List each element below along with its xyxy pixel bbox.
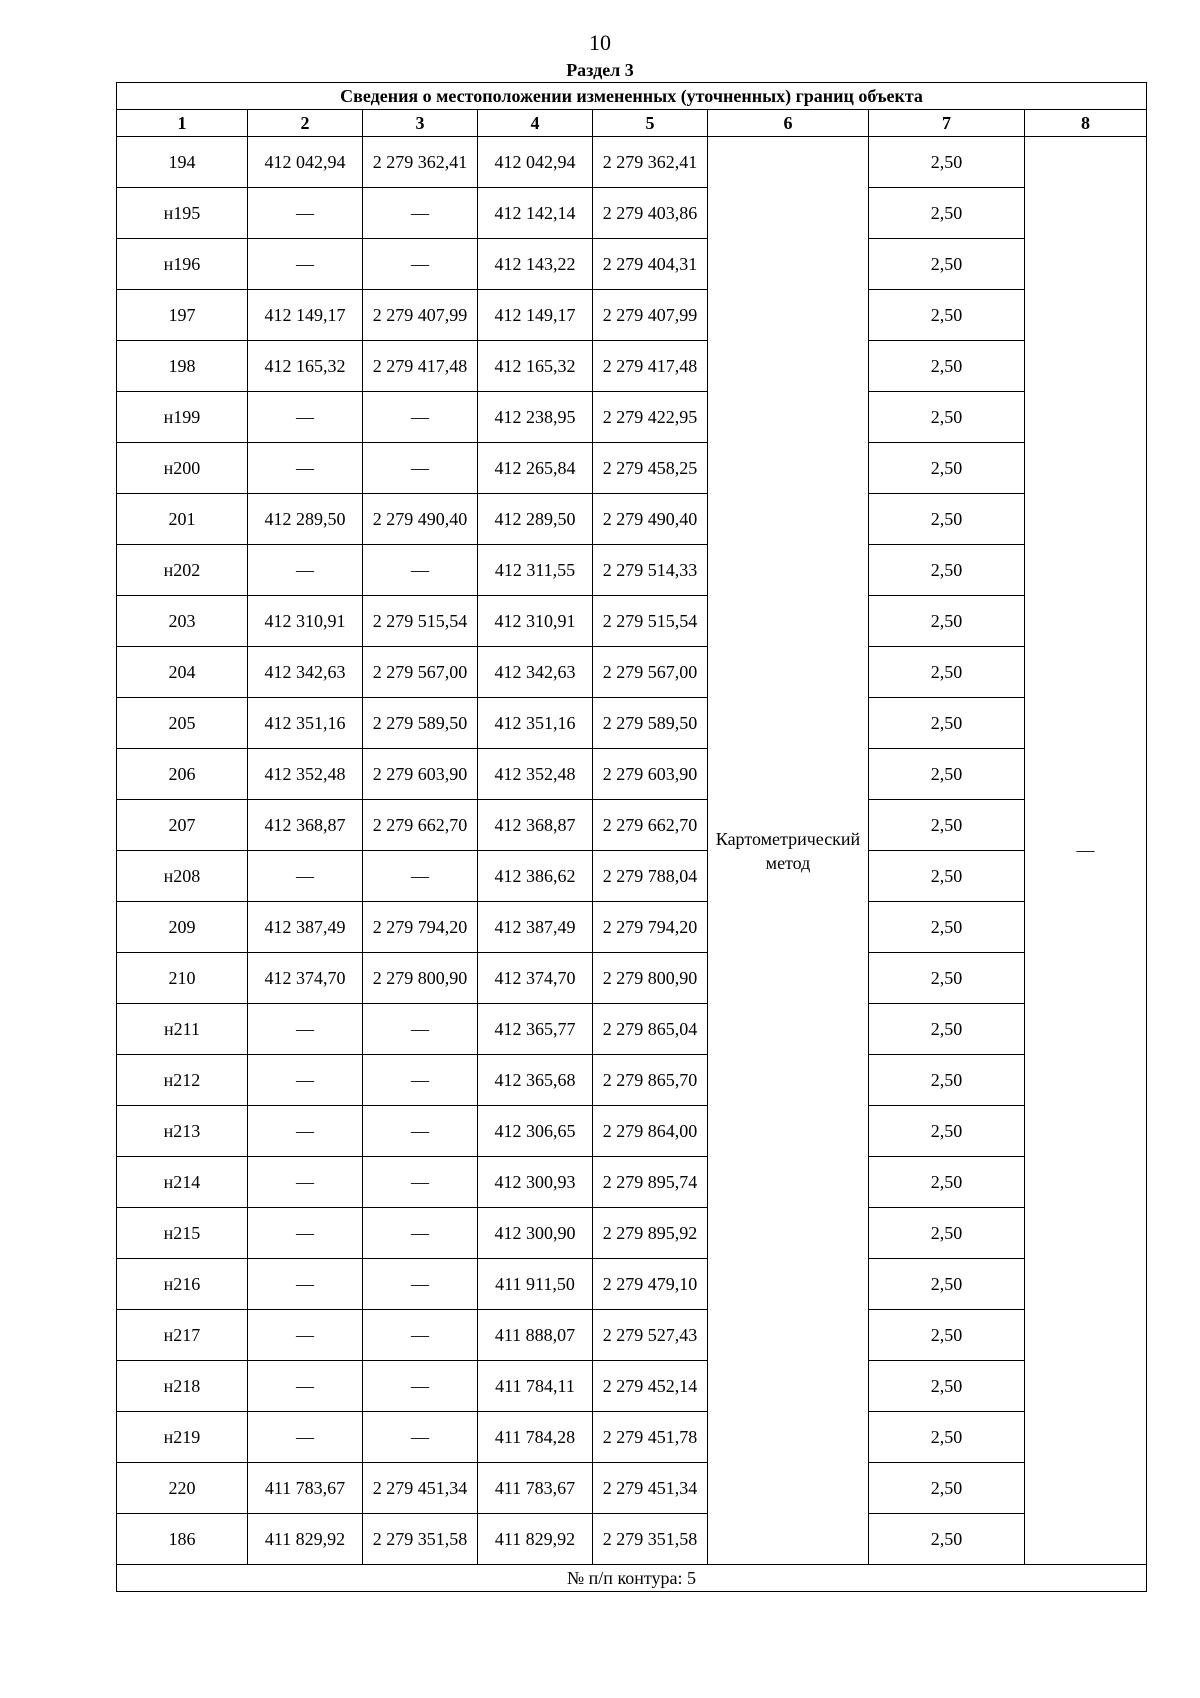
accuracy-cell: 2,50 [869, 1106, 1025, 1157]
existing-y-cell: — [363, 1412, 478, 1463]
new-x-cell: 411 888,07 [478, 1310, 593, 1361]
accuracy-cell: 2,50 [869, 647, 1025, 698]
table-row [117, 1361, 1147, 1412]
accuracy-cell: 2,50 [869, 392, 1025, 443]
accuracy-cell: 2,50 [869, 1055, 1025, 1106]
existing-y-cell: 2 279 490,40 [363, 494, 478, 545]
existing-x-cell: 412 368,87 [248, 800, 363, 851]
existing-x-cell: 412 149,17 [248, 290, 363, 341]
table-row [117, 341, 1147, 392]
table-row [117, 1055, 1147, 1106]
new-x-cell: 412 306,65 [478, 1106, 593, 1157]
new-y-cell: 2 279 422,95 [593, 392, 708, 443]
table-body [117, 137, 1147, 1565]
new-x-cell: 412 310,91 [478, 596, 593, 647]
existing-x-cell: — [248, 851, 363, 902]
table-row [117, 596, 1147, 647]
point-number-cell: н199 [117, 392, 248, 443]
accuracy-cell: 2,50 [869, 1463, 1025, 1514]
new-x-cell: 412 342,63 [478, 647, 593, 698]
table-row [117, 1412, 1147, 1463]
point-number-cell: н219 [117, 1412, 248, 1463]
table-row [117, 1157, 1147, 1208]
existing-x-cell: — [248, 1412, 363, 1463]
new-y-cell: 2 279 417,48 [593, 341, 708, 392]
point-number-cell: 206 [117, 749, 248, 800]
new-x-cell: 412 149,17 [478, 290, 593, 341]
new-x-cell: 412 143,22 [478, 239, 593, 290]
table-row [117, 800, 1147, 851]
table-row [117, 290, 1147, 341]
accuracy-cell: 2,50 [869, 1361, 1025, 1412]
column-header: 1 [117, 110, 248, 137]
contour-number-footer: № п/п контура: 5 [117, 1565, 1147, 1592]
existing-y-cell: — [363, 1208, 478, 1259]
existing-y-cell: — [363, 392, 478, 443]
accuracy-cell: 2,50 [869, 545, 1025, 596]
existing-x-cell: — [248, 443, 363, 494]
point-number-cell: н213 [117, 1106, 248, 1157]
accuracy-cell: 2,50 [869, 698, 1025, 749]
existing-x-cell: — [248, 1310, 363, 1361]
accuracy-cell: 2,50 [869, 749, 1025, 800]
new-x-cell: 412 165,32 [478, 341, 593, 392]
point-number-cell: 203 [117, 596, 248, 647]
point-number-cell: н214 [117, 1157, 248, 1208]
table-row [117, 902, 1147, 953]
point-number-cell: 201 [117, 494, 248, 545]
new-y-cell: 2 279 490,40 [593, 494, 708, 545]
new-y-cell: 2 279 362,41 [593, 137, 708, 188]
existing-y-cell: — [363, 545, 478, 596]
new-x-cell: 411 784,28 [478, 1412, 593, 1463]
new-x-cell: 411 829,92 [478, 1514, 593, 1565]
existing-y-cell: 2 279 800,90 [363, 953, 478, 1004]
existing-y-cell: 2 279 567,00 [363, 647, 478, 698]
existing-y-cell: 2 279 407,99 [363, 290, 478, 341]
new-y-cell: 2 279 458,25 [593, 443, 708, 494]
new-x-cell: 412 289,50 [478, 494, 593, 545]
new-y-cell: 2 279 351,58 [593, 1514, 708, 1565]
section-title: Раздел 3 [566, 60, 634, 80]
new-y-cell: 2 279 603,90 [593, 749, 708, 800]
new-x-cell: 411 783,67 [478, 1463, 593, 1514]
existing-y-cell: — [363, 851, 478, 902]
accuracy-cell: 2,50 [869, 1310, 1025, 1361]
existing-x-cell: — [248, 1106, 363, 1157]
existing-x-cell: 412 165,32 [248, 341, 363, 392]
table-caption: Сведения о местоположении измененных (уточненных) границ объекта [117, 83, 1147, 110]
table-row [117, 1106, 1147, 1157]
table-row [117, 545, 1147, 596]
existing-x-cell: — [248, 1157, 363, 1208]
existing-x-cell: — [248, 392, 363, 443]
table-row [117, 953, 1147, 1004]
new-y-cell: 2 279 451,34 [593, 1463, 708, 1514]
existing-x-cell: — [248, 1259, 363, 1310]
existing-y-cell: 2 279 589,50 [363, 698, 478, 749]
description-cell: — [1025, 137, 1147, 1565]
point-number-cell: 197 [117, 290, 248, 341]
new-x-cell: 411 911,50 [478, 1259, 593, 1310]
existing-x-cell: — [248, 1055, 363, 1106]
new-x-cell: 412 265,84 [478, 443, 593, 494]
new-y-cell: 2 279 794,20 [593, 902, 708, 953]
new-y-cell: 2 279 515,54 [593, 596, 708, 647]
new-y-cell: 2 279 527,43 [593, 1310, 708, 1361]
table-row [117, 239, 1147, 290]
point-number-cell: н215 [117, 1208, 248, 1259]
point-number-cell: н195 [117, 188, 248, 239]
existing-y-cell: 2 279 451,34 [363, 1463, 478, 1514]
existing-x-cell: 412 042,94 [248, 137, 363, 188]
point-number-cell: н217 [117, 1310, 248, 1361]
new-y-cell: 2 279 404,31 [593, 239, 708, 290]
table-row [117, 1514, 1147, 1565]
column-header: 8 [1025, 110, 1147, 137]
table-row [117, 851, 1147, 902]
existing-x-cell: 412 374,70 [248, 953, 363, 1004]
accuracy-cell: 2,50 [869, 188, 1025, 239]
existing-x-cell: — [248, 239, 363, 290]
point-number-cell: н208 [117, 851, 248, 902]
new-y-cell: 2 279 788,04 [593, 851, 708, 902]
existing-y-cell: — [363, 1004, 478, 1055]
point-number-cell: 205 [117, 698, 248, 749]
new-x-cell: 412 365,77 [478, 1004, 593, 1055]
existing-y-cell: 2 279 351,58 [363, 1514, 478, 1565]
new-x-cell: 412 300,90 [478, 1208, 593, 1259]
table-row [117, 698, 1147, 749]
column-header: 7 [869, 110, 1025, 137]
new-x-cell: 412 300,93 [478, 1157, 593, 1208]
existing-x-cell: 412 351,16 [248, 698, 363, 749]
accuracy-cell: 2,50 [869, 239, 1025, 290]
point-number-cell: н218 [117, 1361, 248, 1412]
new-y-cell: 2 279 864,00 [593, 1106, 708, 1157]
existing-y-cell: — [363, 1157, 478, 1208]
accuracy-cell: 2,50 [869, 1208, 1025, 1259]
point-number-cell: 207 [117, 800, 248, 851]
existing-y-cell: — [363, 443, 478, 494]
column-number-row [117, 110, 1147, 137]
accuracy-cell: 2,50 [869, 137, 1025, 188]
table-row [117, 1004, 1147, 1055]
accuracy-cell: 2,50 [869, 1157, 1025, 1208]
new-y-cell: 2 279 800,90 [593, 953, 708, 1004]
table-row [117, 188, 1147, 239]
point-number-cell: 210 [117, 953, 248, 1004]
existing-y-cell: 2 279 603,90 [363, 749, 478, 800]
table-row [117, 1463, 1147, 1514]
existing-y-cell: 2 279 362,41 [363, 137, 478, 188]
existing-x-cell: 411 783,67 [248, 1463, 363, 1514]
new-y-cell: 2 279 514,33 [593, 545, 708, 596]
existing-y-cell: — [363, 1106, 478, 1157]
accuracy-cell: 2,50 [869, 290, 1025, 341]
new-y-cell: 2 279 589,50 [593, 698, 708, 749]
column-header: 4 [478, 110, 593, 137]
existing-x-cell: 412 342,63 [248, 647, 363, 698]
table-row [117, 443, 1147, 494]
table-row [117, 137, 1147, 188]
accuracy-cell: 2,50 [869, 341, 1025, 392]
accuracy-cell: 2,50 [869, 1259, 1025, 1310]
point-number-cell: 209 [117, 902, 248, 953]
new-x-cell: 412 352,48 [478, 749, 593, 800]
column-header: 5 [593, 110, 708, 137]
existing-x-cell: 412 352,48 [248, 749, 363, 800]
point-number-cell: н200 [117, 443, 248, 494]
existing-x-cell: — [248, 1208, 363, 1259]
existing-x-cell: 412 310,91 [248, 596, 363, 647]
new-y-cell: 2 279 662,70 [593, 800, 708, 851]
new-x-cell: 411 784,11 [478, 1361, 593, 1412]
new-y-cell: 2 279 895,92 [593, 1208, 708, 1259]
existing-x-cell: — [248, 545, 363, 596]
point-number-cell: 220 [117, 1463, 248, 1514]
new-y-cell: 2 279 403,86 [593, 188, 708, 239]
new-x-cell: 412 368,87 [478, 800, 593, 851]
table-row [117, 392, 1147, 443]
new-y-cell: 2 279 567,00 [593, 647, 708, 698]
existing-x-cell: 412 289,50 [248, 494, 363, 545]
accuracy-cell: 2,50 [869, 494, 1025, 545]
table-row [117, 1259, 1147, 1310]
new-y-cell: 2 279 895,74 [593, 1157, 708, 1208]
new-x-cell: 412 238,95 [478, 392, 593, 443]
point-number-cell: 194 [117, 137, 248, 188]
new-x-cell: 412 386,62 [478, 851, 593, 902]
accuracy-cell: 2,50 [869, 902, 1025, 953]
accuracy-cell: 2,50 [869, 1514, 1025, 1565]
new-y-cell: 2 279 865,70 [593, 1055, 708, 1106]
new-y-cell: 2 279 452,14 [593, 1361, 708, 1412]
new-x-cell: 412 351,16 [478, 698, 593, 749]
column-header: 3 [363, 110, 478, 137]
accuracy-cell: 2,50 [869, 953, 1025, 1004]
table-row [117, 1310, 1147, 1361]
new-x-cell: 412 042,94 [478, 137, 593, 188]
existing-x-cell: — [248, 1004, 363, 1055]
existing-y-cell: — [363, 1361, 478, 1412]
existing-y-cell: 2 279 515,54 [363, 596, 478, 647]
point-number-cell: н212 [117, 1055, 248, 1106]
method-cell: Картометрический метод [708, 137, 869, 1565]
existing-x-cell: — [248, 1361, 363, 1412]
existing-x-cell: 412 387,49 [248, 902, 363, 953]
point-number-cell: н196 [117, 239, 248, 290]
new-y-cell: 2 279 407,99 [593, 290, 708, 341]
point-number-cell: н216 [117, 1259, 248, 1310]
existing-x-cell: 411 829,92 [248, 1514, 363, 1565]
point-number-cell: 198 [117, 341, 248, 392]
point-number-cell: 204 [117, 647, 248, 698]
accuracy-cell: 2,50 [869, 1412, 1025, 1463]
existing-y-cell: — [363, 1310, 478, 1361]
existing-x-cell: — [248, 188, 363, 239]
point-number-cell: н202 [117, 545, 248, 596]
new-y-cell: 2 279 479,10 [593, 1259, 708, 1310]
table-row [117, 494, 1147, 545]
boundary-coordinates-table [116, 82, 1147, 1592]
table-row [117, 749, 1147, 800]
new-x-cell: 412 142,14 [478, 188, 593, 239]
column-header: 6 [708, 110, 869, 137]
accuracy-cell: 2,50 [869, 851, 1025, 902]
table-row [117, 647, 1147, 698]
point-number-cell: н211 [117, 1004, 248, 1055]
new-x-cell: 412 365,68 [478, 1055, 593, 1106]
existing-y-cell: — [363, 188, 478, 239]
table-row [117, 1208, 1147, 1259]
existing-y-cell: 2 279 662,70 [363, 800, 478, 851]
new-x-cell: 412 387,49 [478, 902, 593, 953]
new-x-cell: 412 311,55 [478, 545, 593, 596]
new-y-cell: 2 279 865,04 [593, 1004, 708, 1055]
existing-y-cell: — [363, 239, 478, 290]
page-number: 10 [589, 30, 611, 55]
point-number-cell: 186 [117, 1514, 248, 1565]
existing-y-cell: — [363, 1259, 478, 1310]
existing-y-cell: 2 279 417,48 [363, 341, 478, 392]
accuracy-cell: 2,50 [869, 800, 1025, 851]
existing-y-cell: 2 279 794,20 [363, 902, 478, 953]
existing-y-cell: — [363, 1055, 478, 1106]
column-header: 2 [248, 110, 363, 137]
new-y-cell: 2 279 451,78 [593, 1412, 708, 1463]
accuracy-cell: 2,50 [869, 596, 1025, 647]
accuracy-cell: 2,50 [869, 1004, 1025, 1055]
accuracy-cell: 2,50 [869, 443, 1025, 494]
new-x-cell: 412 374,70 [478, 953, 593, 1004]
